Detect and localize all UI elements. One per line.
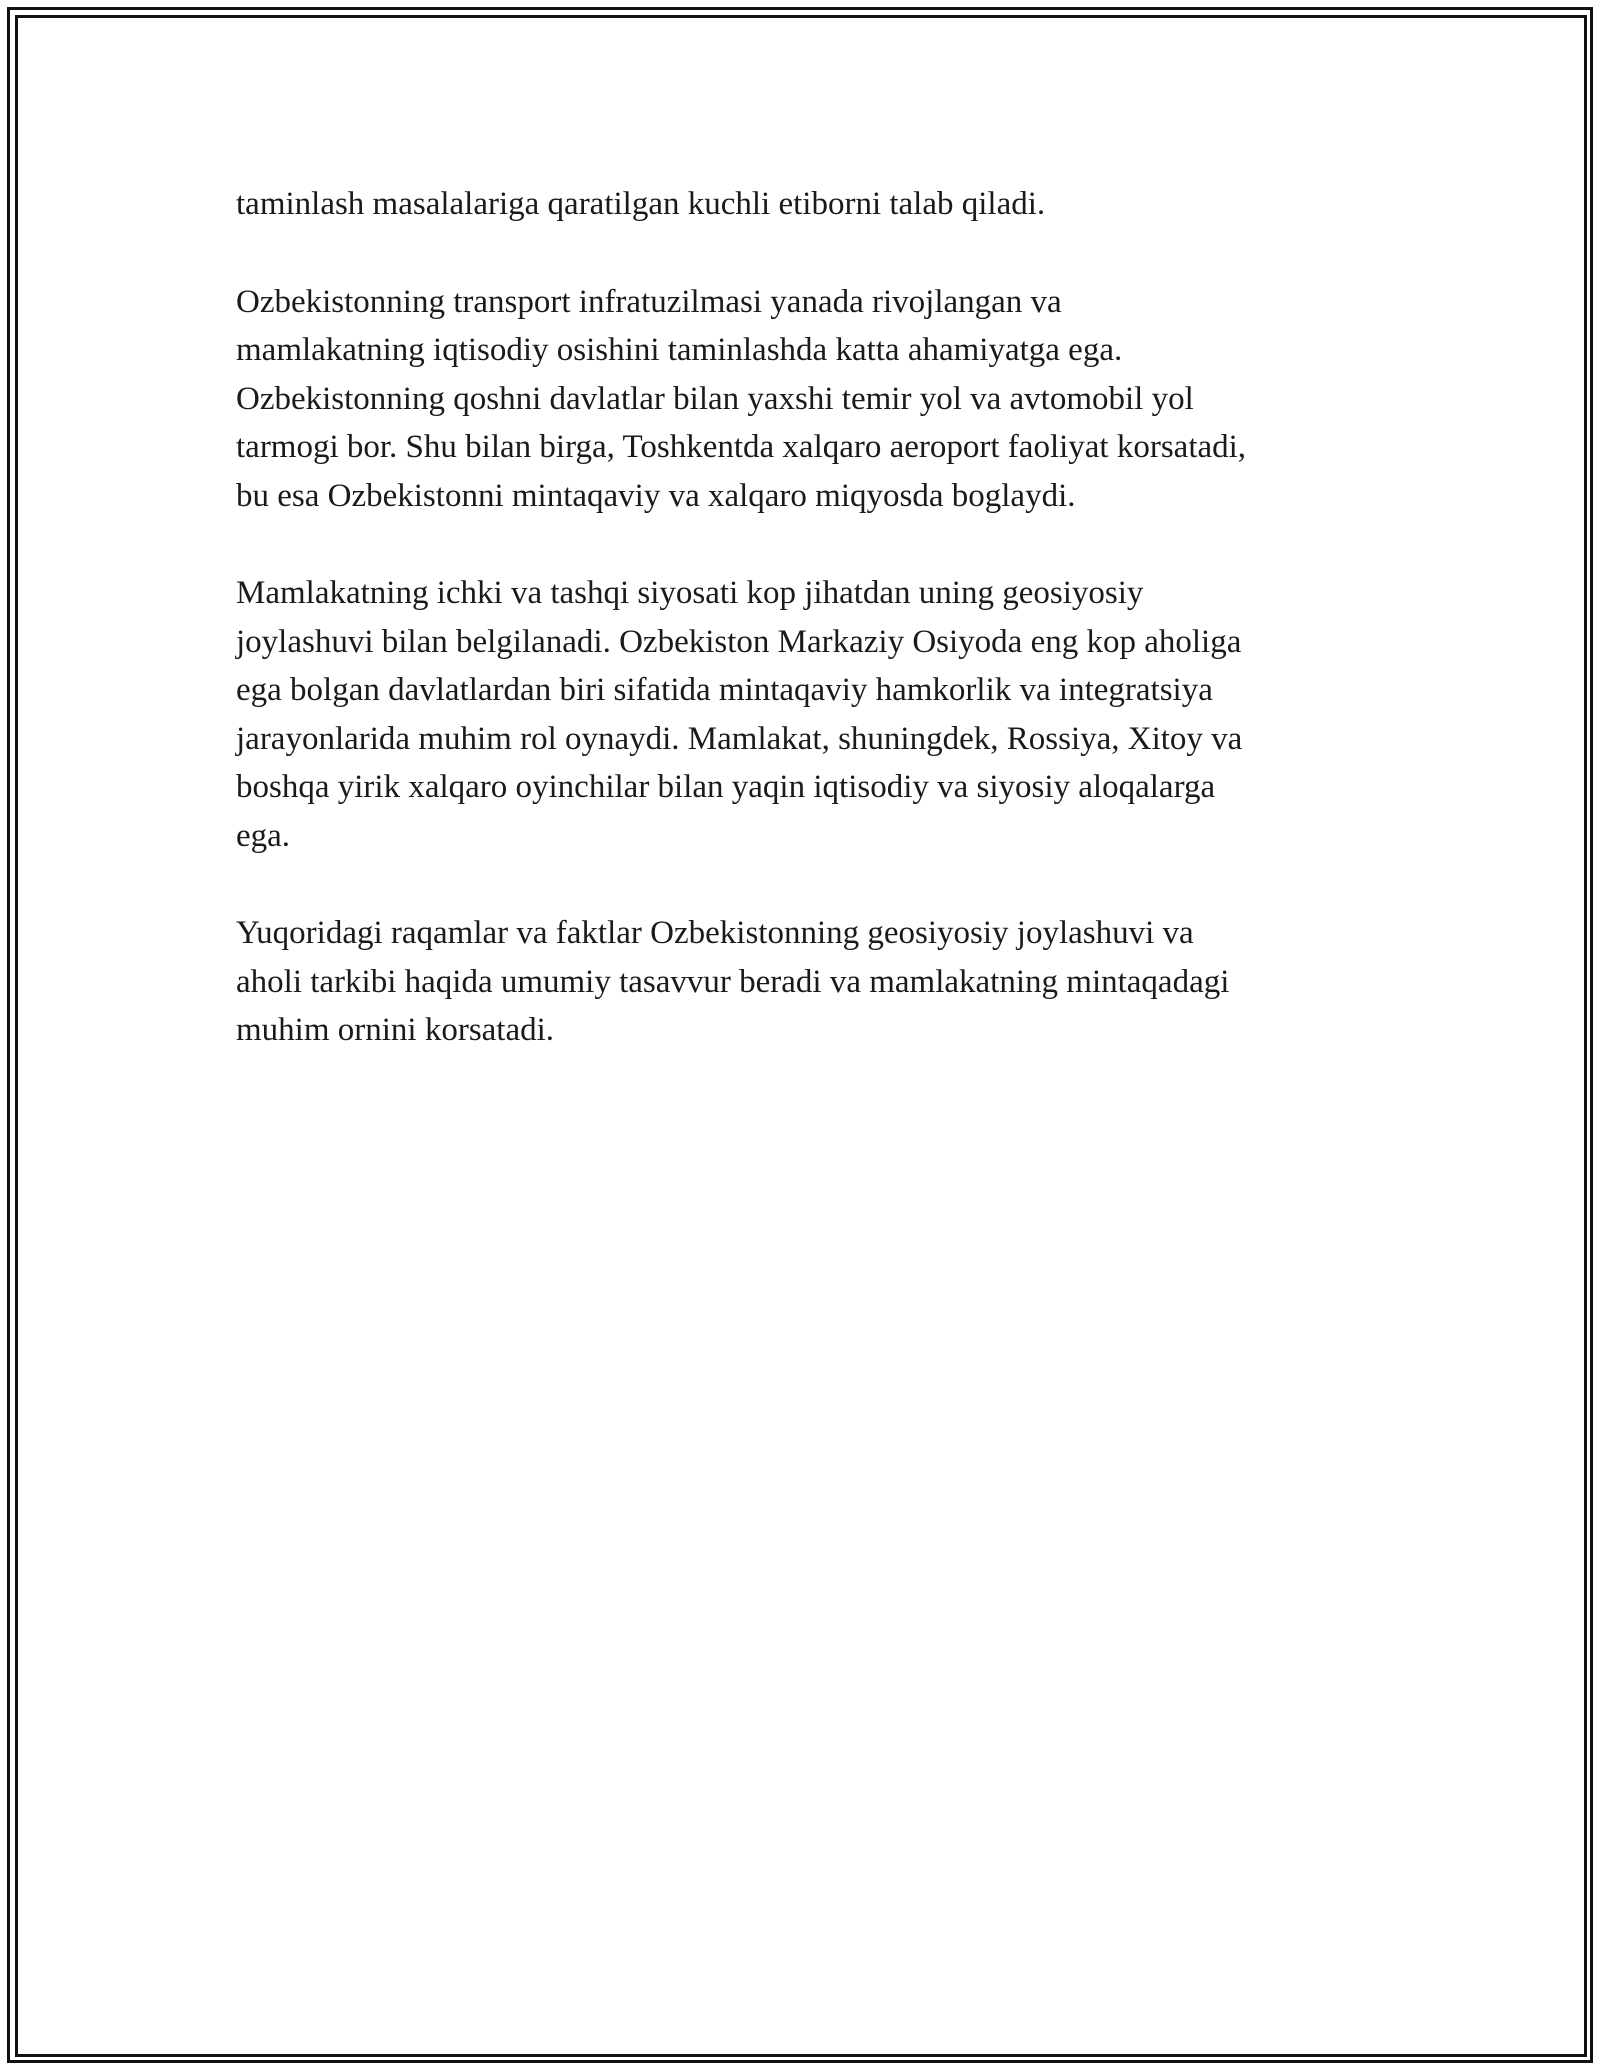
document-body: [236, 180, 1386, 1104]
paragraph-4: Yuqoridagi raqamlar va faktlar Ozbekistonning geosiyosiy joylashuvi va aholi tarkibi haqida umumiy tasavvur beradi va mamlakatning mintaqadagi muhim ornini korsatadi.: [236, 915, 1230, 1048]
paragraph-1: taminlash masalalariga qaratilgan kuchli etiborni talab qiladi.: [236, 186, 1046, 222]
paragraph-2: Ozbekistonning transport infratuzilmasi yanada rivojlangan va mamlakatning iqtisodiy osishini taminlashda katta ahamiyatga ega. Ozbekistonning qoshni davlatlar bilan yaxshi temir yol va avtomobil yol tarmogi bor. Shu bilan birga, Toshkentda xalqaro aeroport faoliyat korsatadi, bu esa Ozbekistonni mintaqaviy va xalqaro miqyosda boglaydi.: [236, 283, 1247, 514]
paragraph-3: Mamlakatning ichki va tashqi siyosati kop jihatdan uning geosiyosiy joylashuvi bilan belgilanadi. Ozbekiston Markaziy Osiyoda eng kop aholiga ega bolgan davlatlardan biri sifatida mintaqaviy hamkorlik va integratsiya jarayonlarida muhim rol oynaydi. Mamlakat, shuningdek, Rossiya, Xitoy va boshqa yirik xalqaro oyinchilar bilan yaqin iqtisodiy va siyosiy aloqalarga ega.: [236, 575, 1243, 854]
